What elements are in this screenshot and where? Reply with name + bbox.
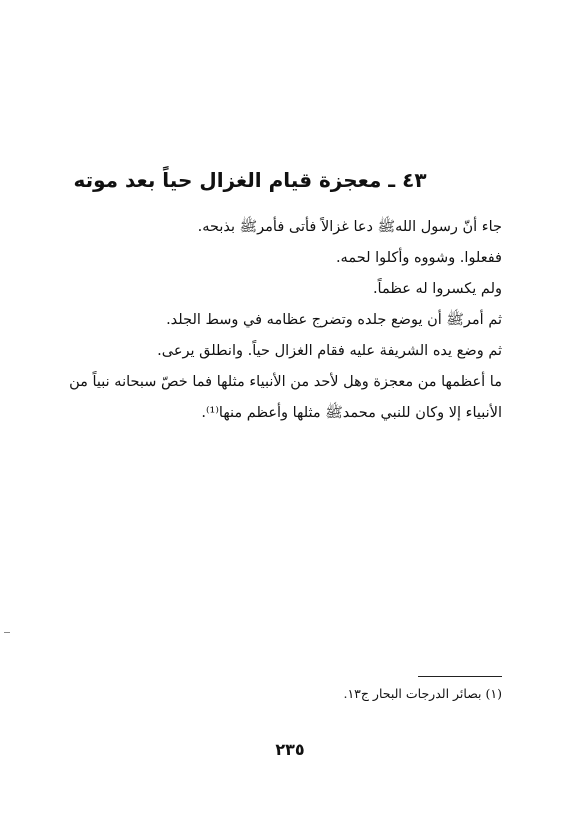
- body-text: [50, 212, 502, 429]
- paragraph: ثم أمرﷺ أن يوضع جلده وتضرج عظامه في وسط الجلد.: [166, 312, 502, 328]
- paragraph: ما أعظمها من معجزة وهل لأحد من الأنبياء مثلها فما خصّ سبحانه نبياً من الأنبياء إلا وكان للنبي محمدﷺ مثلها وأعظم منها⁽¹⁾.: [69, 374, 502, 421]
- paragraph: ثم وضع يده الشريفة عليه فقام الغزال حياً. وانطلق يرعى.: [157, 343, 502, 359]
- paragraph: ففعلوا. وشووه وأكلوا لحمه.: [335, 250, 502, 266]
- paragraph: ولم يكسروا له عظماً.: [372, 281, 502, 297]
- scan-edge-mark: [4, 632, 10, 633]
- page-number: ٢٣٥: [275, 740, 305, 759]
- paragraph: جاء أنّ رسول اللهﷺ دعا غزالاً فأتى فأمرﷺ بذبحه.: [197, 219, 502, 235]
- footnote-divider: [418, 676, 502, 677]
- footnote: (١) بصائر الدرجات البحار ج١٣.: [343, 686, 502, 701]
- chapter-heading: ٤٣ ـ معجزة قيام الغزال حياً بعد موته: [73, 168, 427, 192]
